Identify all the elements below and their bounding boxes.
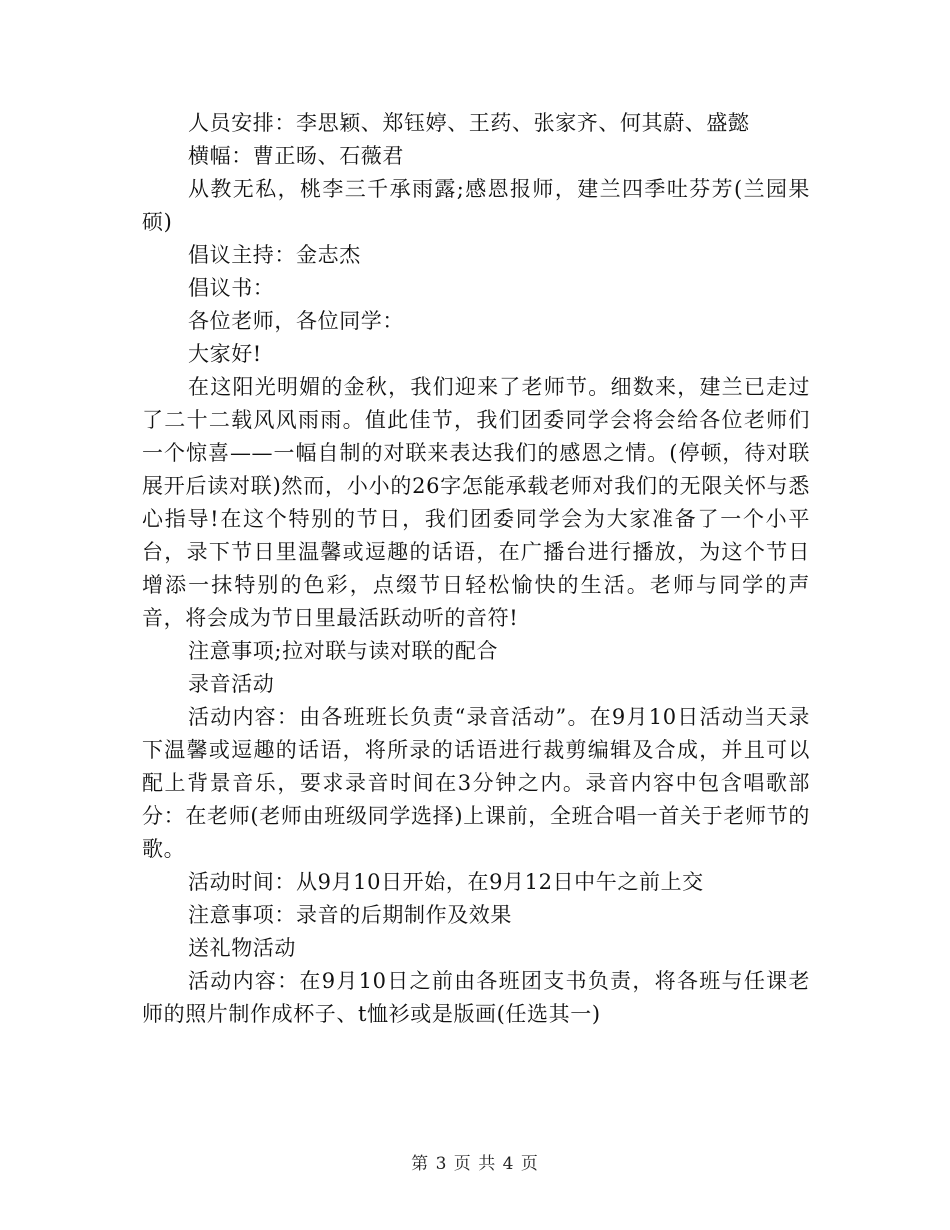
paragraph-proposal-body: 在这阳光明媚的金秋，我们迎来了老师节。细数来，建兰已走过了二十二载风风雨雨。值此佳节，我们团委同学会将会给各位老师们一个惊喜——一幅自制的对联来表达我们的感恩之情。(停顿，待对联展开后读对联)然而，小小的26字怎能承载老师对我们的无限关怀与悉心指导!在这个特别的节日，我们团委同学会为大家准备了一个小平台，录下节日里温馨或逗趣的话语，在广播台进行播放，为这个节日增添一抹特别的色彩，点缀节日轻松愉快的生活。老师与同学的声音，将会成为节日里最活跃动听的音符! [142,375,810,630]
paragraph-staffing: 人员安排：李思颖、郑钰婷、王药、张家齐、何其蔚、盛懿 [188,111,750,135]
paragraph-recording-content: 活动内容：由各班班长负责“录音活动”。在9月10日活动当天录下温馨或逗趣的话语，将所录的话语进行裁剪编辑及合成，并且可以配上背景音乐，要求录音时间在3分钟之内。录音内容中包含唱歌部分：在老师(老师由班级同学选择)上课前，全班合唱一首关于老师节的歌。 [142,705,810,861]
paragraph-host: 倡议主持：金志杰 [188,243,361,267]
paragraph-gift-content: 活动内容：在9月10日之前由各班团支书负责，将各班与任课老师的照片制作成杯子、t恤衫或是版画(任选其一) [142,969,810,1026]
paragraph-couplet: 从教无私，桃李三千承雨露;感恩报师，建兰四季吐芬芳(兰园果硕) [142,177,810,234]
paragraph-proposal-title: 倡议书： [188,276,275,300]
paragraph-greeting: 大家好! [188,342,262,366]
paragraph-banner: 横幅：曹正旸、石薇君 [188,144,404,168]
paragraph-salutation: 各位老师，各位同学： [188,309,404,333]
page-footer: 第 3 页 共 4 页 [411,1154,539,1174]
paragraph-recording-note: 注意事项：录音的后期制作及效果 [188,903,512,927]
paragraph-recording-time: 活动时间：从9月10日开始，在9月12日中午之前上交 [188,870,704,894]
paragraph-gift-heading: 送礼物活动 [188,936,296,960]
paragraph-recording-heading: 录音活动 [188,672,275,696]
document-body [142,107,810,1031]
paragraph-note-couplet: 注意事项;拉对联与读对联的配合 [188,639,499,663]
